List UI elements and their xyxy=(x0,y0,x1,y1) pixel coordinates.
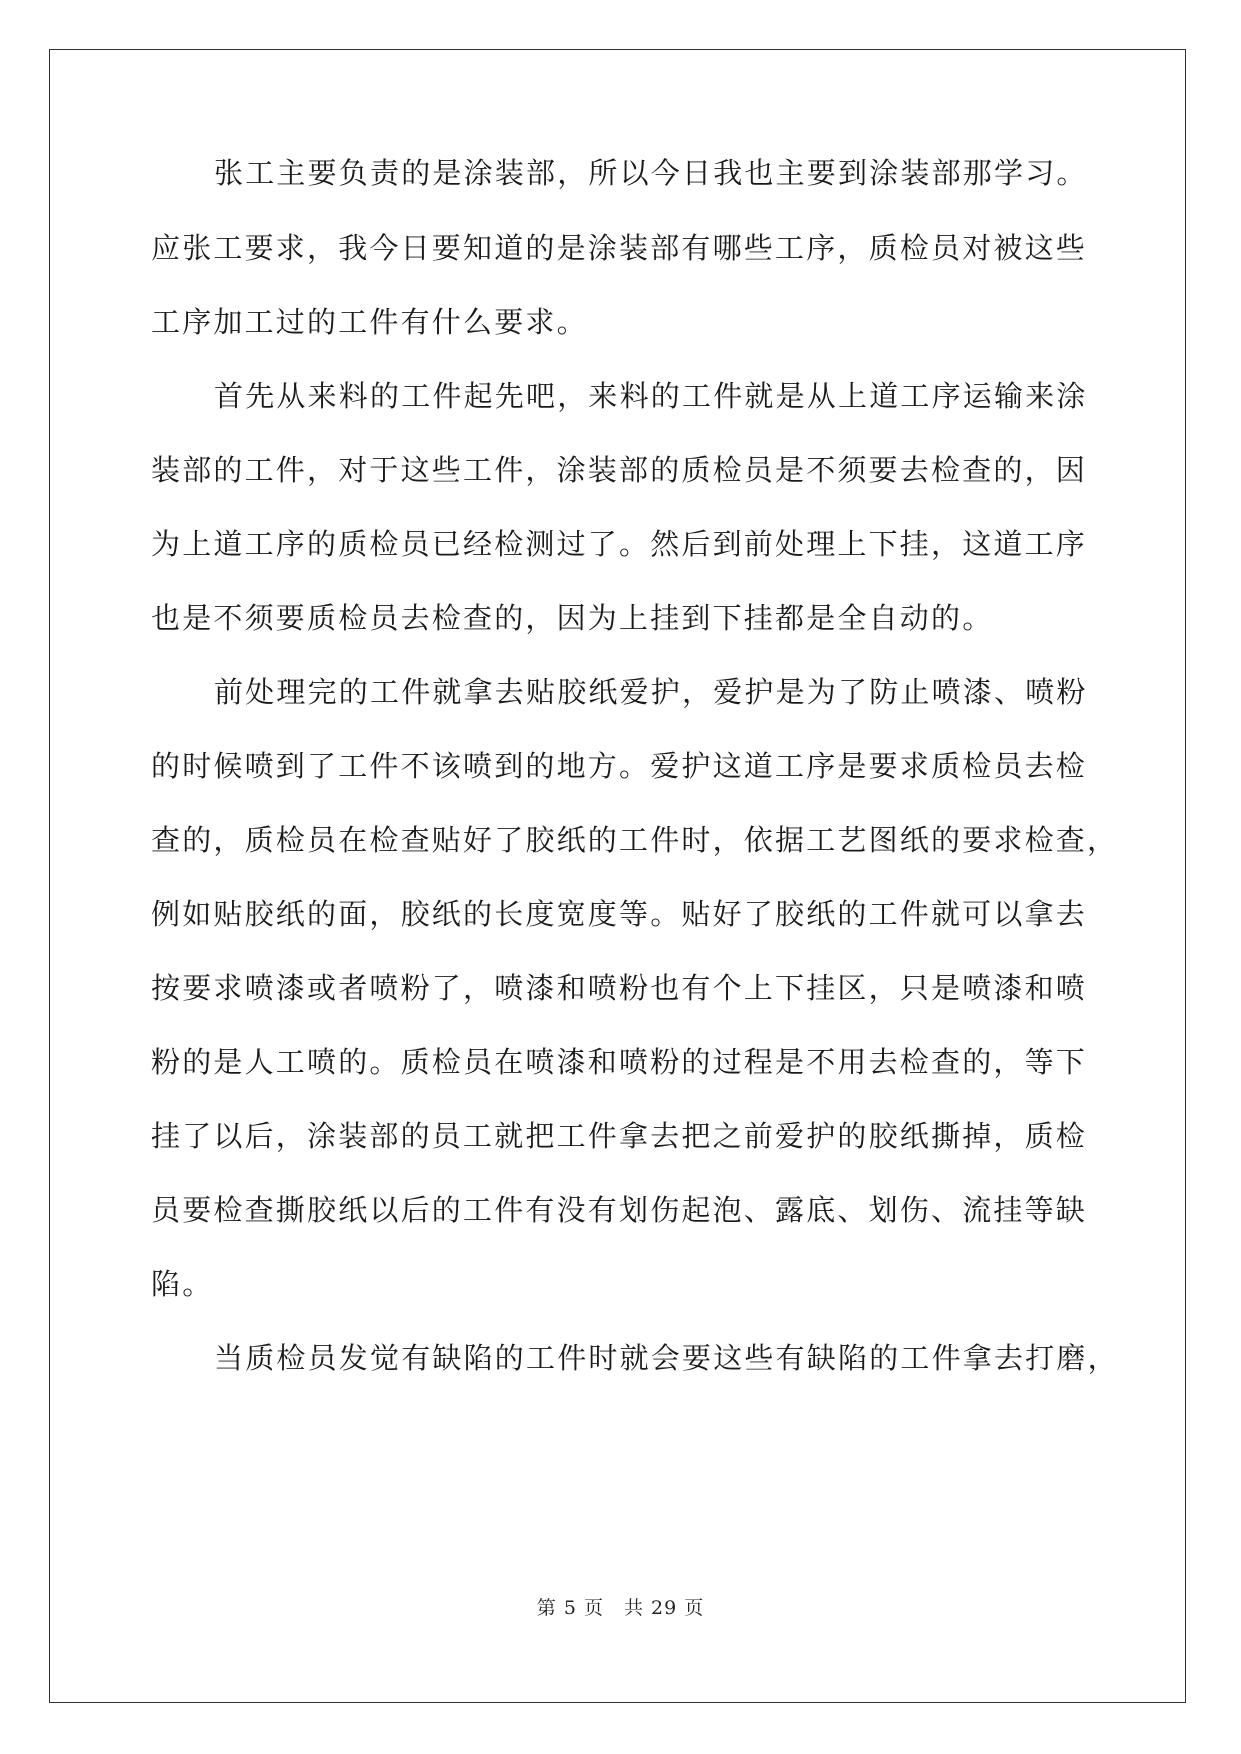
paragraph-line: 首先从来料的工件起先吧，来料的工件就是从上道工序运输来涂 xyxy=(214,379,1088,413)
paragraph-line: 的时候喷到了工件不该喷到的地方。爱护这道工序是要求质检员去检 xyxy=(151,749,1088,783)
page-frame xyxy=(49,49,1186,1703)
paragraph-line: 应张工要求，我今日要知道的是涂装部有哪些工序，质检员对被这些 xyxy=(151,231,1088,265)
page-total: 共 29 页 xyxy=(623,1597,705,1619)
paragraph-line: 也是不须要质检员去检查的，因为上挂到下挂都是全自动的。 xyxy=(151,601,994,635)
paragraph-line: 前处理完的工件就拿去贴胶纸爱护，爱护是为了防止喷漆、喷粉 xyxy=(214,675,1088,709)
paragraph-line: 例如贴胶纸的面，胶纸的长度宽度等。贴好了胶纸的工件就可以拿去 xyxy=(151,897,1088,931)
paragraph-line: 挂了以后，涂装部的员工就把工件拿去把之前爱护的胶纸撕掉，质检 xyxy=(151,1119,1088,1153)
paragraph-line: 张工主要负责的是涂装部，所以今日我也主要到涂装部那学习。 xyxy=(214,156,1088,190)
paragraph-line: 为上道工序的质检员已经检测过了。然后到前处理上下挂，这道工序 xyxy=(151,527,1088,561)
paragraph-line: 当质检员发觉有缺陷的工件时就会要这些有缺陷的工件拿去打磨， xyxy=(214,1341,1119,1375)
paragraph-line: 工序加工过的工件有什么要求。 xyxy=(151,305,588,339)
paragraph-line: 陷。 xyxy=(151,1267,214,1301)
paragraph-line: 员要检查撕胶纸以后的工件有没有划伤起泡、露底、划伤、流挂等缺 xyxy=(151,1193,1088,1227)
page-footer xyxy=(0,1593,1241,1620)
page-number: 第 5 页 xyxy=(536,1597,604,1619)
paragraph-line: 装部的工件，对于这些工件，涂装部的质检员是不须要去检查的，因 xyxy=(151,453,1088,487)
paragraph-line: 查的，质检员在检查贴好了胶纸的工件时，依据工艺图纸的要求检查， xyxy=(151,823,1119,857)
paragraph-line: 粉的是人工喷的。质检员在喷漆和喷粉的过程是不用去检查的，等下 xyxy=(151,1045,1088,1079)
paragraph-line: 按要求喷漆或者喷粉了，喷漆和喷粉也有个上下挂区，只是喷漆和喷 xyxy=(151,971,1088,1005)
